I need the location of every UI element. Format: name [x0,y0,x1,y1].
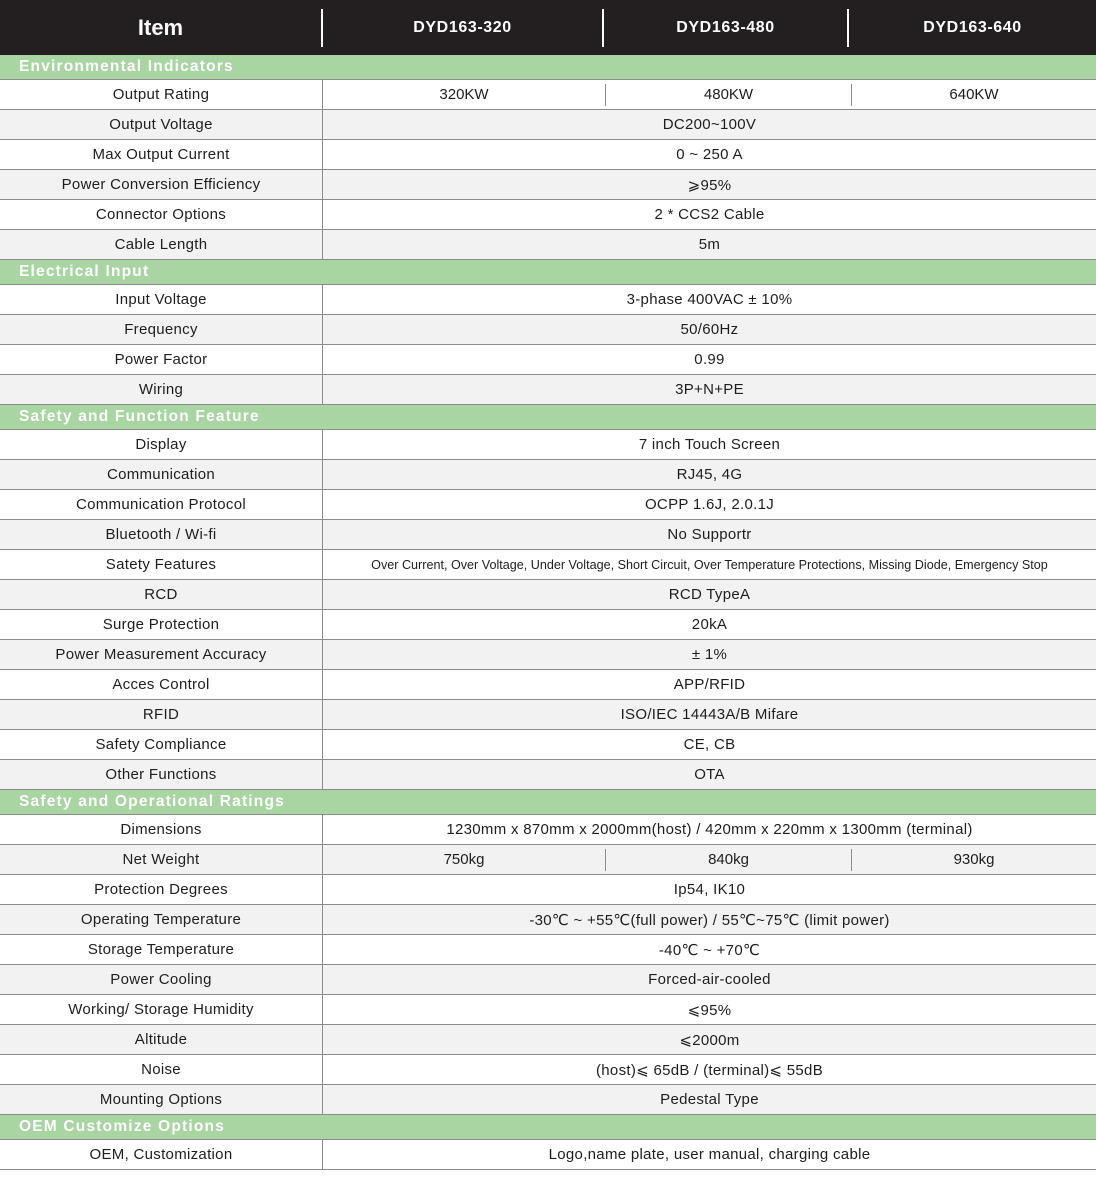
table-row [0,550,1096,580]
row-value: ± 1% [691,646,728,663]
row-label: Acces Control [0,670,323,699]
row-label: Safety Compliance [0,730,323,759]
table-row [0,875,1096,905]
row-label: Noise [0,1055,323,1084]
row-value: 1230mm x 870mm x 2000mm(host) / 420mm x 220mm x 1300mm (terminal) [446,821,973,838]
row-label: Display [0,430,323,459]
row-value: 3P+N+PE [675,381,744,398]
table-row [0,375,1096,405]
table-row [0,640,1096,670]
section-header: Safety and Function Feature [0,405,1096,430]
table-header [0,0,1096,55]
row-value: 3-phase 400VAC ± 10% [626,291,793,308]
row-value: ISO/IEC 14443A/B Mifare [620,706,799,723]
table-row [0,1085,1096,1115]
row-value-model-3: 930kg [953,851,995,868]
row-values [323,845,1096,874]
table-row [0,110,1096,140]
header-model-2: DYD163-480 [604,9,849,47]
row-label: Communication Protocol [0,490,323,519]
row-label: Frequency [0,315,323,344]
row-value: -40℃ ~ +70℃ [658,941,761,959]
table-row [0,490,1096,520]
table-row [0,140,1096,170]
row-label: Power Conversion Efficiency [0,170,323,199]
table-row [0,1025,1096,1055]
row-label: OEM, Customization [0,1140,323,1169]
table-row [0,230,1096,260]
table-row [0,610,1096,640]
row-value: -30℃ ~ +55℃(full power) / 55℃~75℃ (limit power) [529,911,890,929]
row-value: 2 * CCS2 Cable [654,206,765,223]
row-value: (host)⩽ 65dB / (terminal)⩽ 55dB [595,1061,824,1079]
row-label: Dimensions [0,815,323,844]
row-label: Power Measurement Accuracy [0,640,323,669]
row-label: Storage Temperature [0,935,323,964]
row-label: Connector Options [0,200,323,229]
table-row [0,845,1096,875]
table-row [0,905,1096,935]
row-value: No Supportr [667,526,752,543]
row-value-model-2: 840kg [606,849,852,871]
table-row [0,460,1096,490]
table-row [0,670,1096,700]
row-value: OCPP 1.6J, 2.0.1J [644,496,775,513]
row-value-model-3: 640KW [949,86,999,103]
row-value: 7 inch Touch Screen [638,436,781,453]
row-value: ⩽95% [687,1001,732,1019]
header-model-1: DYD163-320 [323,9,604,47]
table-row [0,935,1096,965]
row-value-model-1: 750kg [323,849,606,871]
row-value: OTA [694,766,725,783]
row-label: Operating Temperature [0,905,323,934]
row-value: Logo,name plate, user manual, charging cable [548,1146,871,1163]
table-row [0,580,1096,610]
section-header: Electrical Input [0,260,1096,285]
row-value: RCD TypeA [668,586,751,603]
table-row [0,1055,1096,1085]
row-value: DC200~100V [662,116,757,133]
row-label: Communication [0,460,323,489]
row-label: Power Cooling [0,965,323,994]
table-row [0,760,1096,790]
row-label: Working/ Storage Humidity [0,995,323,1024]
row-value: 0 ~ 250 A [676,146,743,163]
row-label: Input Voltage [0,285,323,314]
row-value: 50/60Hz [680,321,739,338]
row-value: ⩾95% [687,176,732,194]
table-row [0,200,1096,230]
row-value: APP/RFID [673,676,746,693]
row-value: Over Current, Over Voltage, Under Voltage, Short Circuit, Over Temperature Protections, Missing Diode, Emergency Stop [371,557,1048,572]
row-label: Max Output Current [0,140,323,169]
table-row [0,730,1096,760]
table-row [0,1140,1096,1170]
row-values [323,80,1096,109]
row-label: Altitude [0,1025,323,1054]
table-row [0,285,1096,315]
row-label: Protection Degrees [0,875,323,904]
row-label: Mounting Options [0,1085,323,1114]
row-label: Surge Protection [0,610,323,639]
row-label: Output Rating [0,80,323,109]
row-value: CE, CB [683,736,736,753]
table-body [0,55,1096,1170]
table-row [0,700,1096,730]
row-label: RCD [0,580,323,609]
section-header: Safety and Operational Ratings [0,790,1096,815]
table-row [0,345,1096,375]
table-row [0,995,1096,1025]
row-label: Net Weight [0,845,323,874]
table-row [0,430,1096,460]
row-value: Ip54, IK10 [673,881,746,898]
table-row [0,815,1096,845]
section-header: OEM Customize Options [0,1115,1096,1140]
row-value: Forced-air-cooled [648,971,771,988]
header-model-3: DYD163-640 [923,18,1022,36]
table-row [0,965,1096,995]
row-value: RJ45, 4G [676,466,743,483]
row-label: Output Voltage [0,110,323,139]
table-row [0,80,1096,110]
row-label: Cable Length [0,230,323,259]
row-value: ⩽2000m [679,1031,740,1049]
row-label: Wiring [0,375,323,404]
table-row [0,315,1096,345]
row-label: RFID [0,700,323,729]
row-value: 20kA [691,616,728,633]
table-row [0,520,1096,550]
row-value: 0.99 [694,351,725,368]
row-value-model-2: 480KW [606,84,852,106]
header-item: Item [0,9,323,47]
row-value-model-1: 320KW [323,84,606,106]
section-header: Environmental Indicators [0,55,1096,80]
row-label: Power Factor [0,345,323,374]
row-label: Satety Features [0,550,323,579]
row-label: Other Functions [0,760,323,789]
table-row [0,170,1096,200]
row-value: 5m [698,236,721,253]
row-value: Pedestal Type [660,1091,759,1108]
row-label: Bluetooth / Wi-fi [0,520,323,549]
